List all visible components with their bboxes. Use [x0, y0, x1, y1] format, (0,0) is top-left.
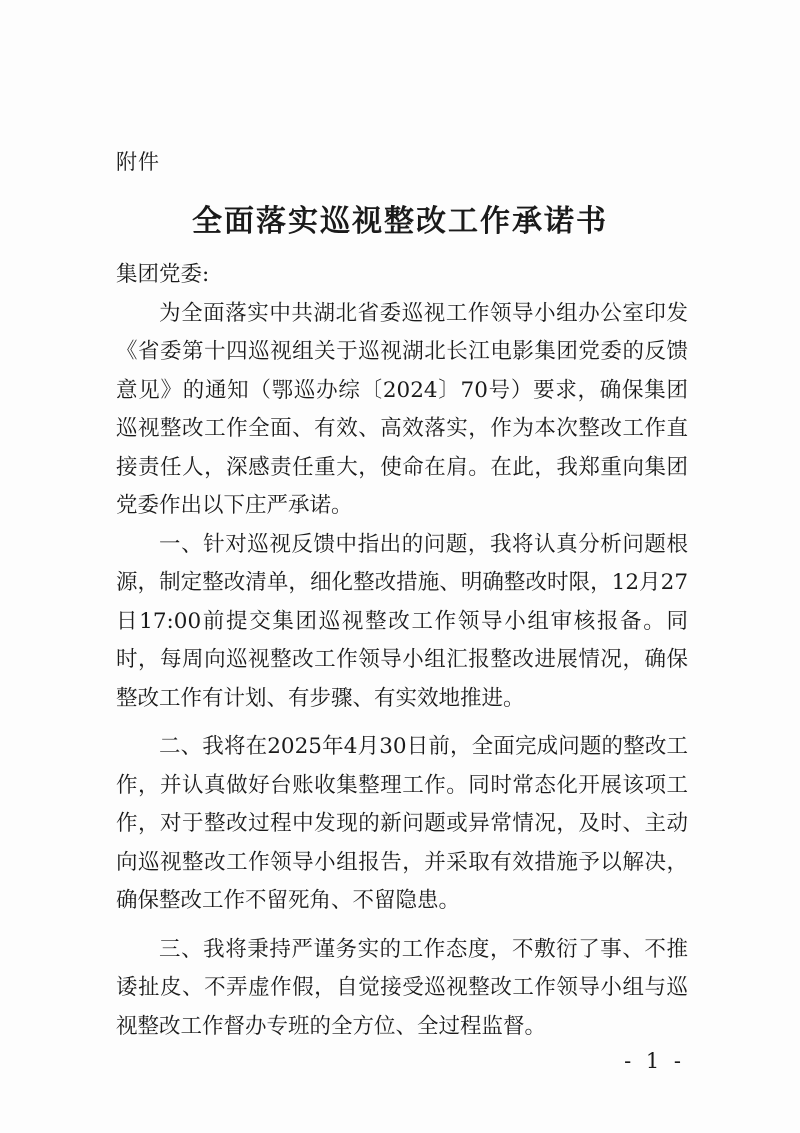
page-number: - 1 - — [624, 1049, 685, 1073]
document-body — [116, 256, 688, 1046]
attachment-label: 附件 — [116, 150, 160, 174]
commitment-paragraph-1: 一、针对巡视反馈中指出的问题，我将认真分析问题根源，制定整改清单，细化整改措施、明确整改时限，12月27日17:00前提交集团巡视整改工作领导小组审核报备。同时，每周向巡视整改工作领导小组汇报整改进展情况，确保整改工作有计划、有步骤、有实效地推进。 — [116, 531, 688, 711]
document-title: 全面落实巡视整改工作承诺书 — [192, 204, 608, 239]
commitment-paragraph-3: 三、我将秉持严谨务实的工作态度，不敷衍了事、不推诿扯皮、不弄虚作假，自觉接受巡视整改工作领导小组与巡视整改工作督办专班的全方位、全过程监督。 — [116, 936, 688, 1039]
commitment-paragraph-2: 二、我将在2025年4月30日前，全面完成问题的整改工作，并认真做好台账收集整理工作。同时常态化开展该项工作，对于整改过程中发现的新问题或异常情况，及时、主动向巡视整改工作领导小组报告，并采取有效措施予以解决，确保整改工作不留死角、不留隐患。 — [116, 734, 688, 913]
intro-paragraph: 为全面落实中共湖北省委巡视工作领导小组办公室印发《省委第十四巡视组关于巡视湖北长江电影集团党委的反馈意见》的通知（鄂巡办综〔2024〕70号）要求，确保集团巡视整改工作全面、有效、高效落实，作为本次整改工作直接责任人，深感责任重大，使命在肩。在此，我郑重向集团党委作出以下庄严承诺。 — [116, 300, 688, 518]
salutation: 集团党委: — [116, 262, 210, 287]
